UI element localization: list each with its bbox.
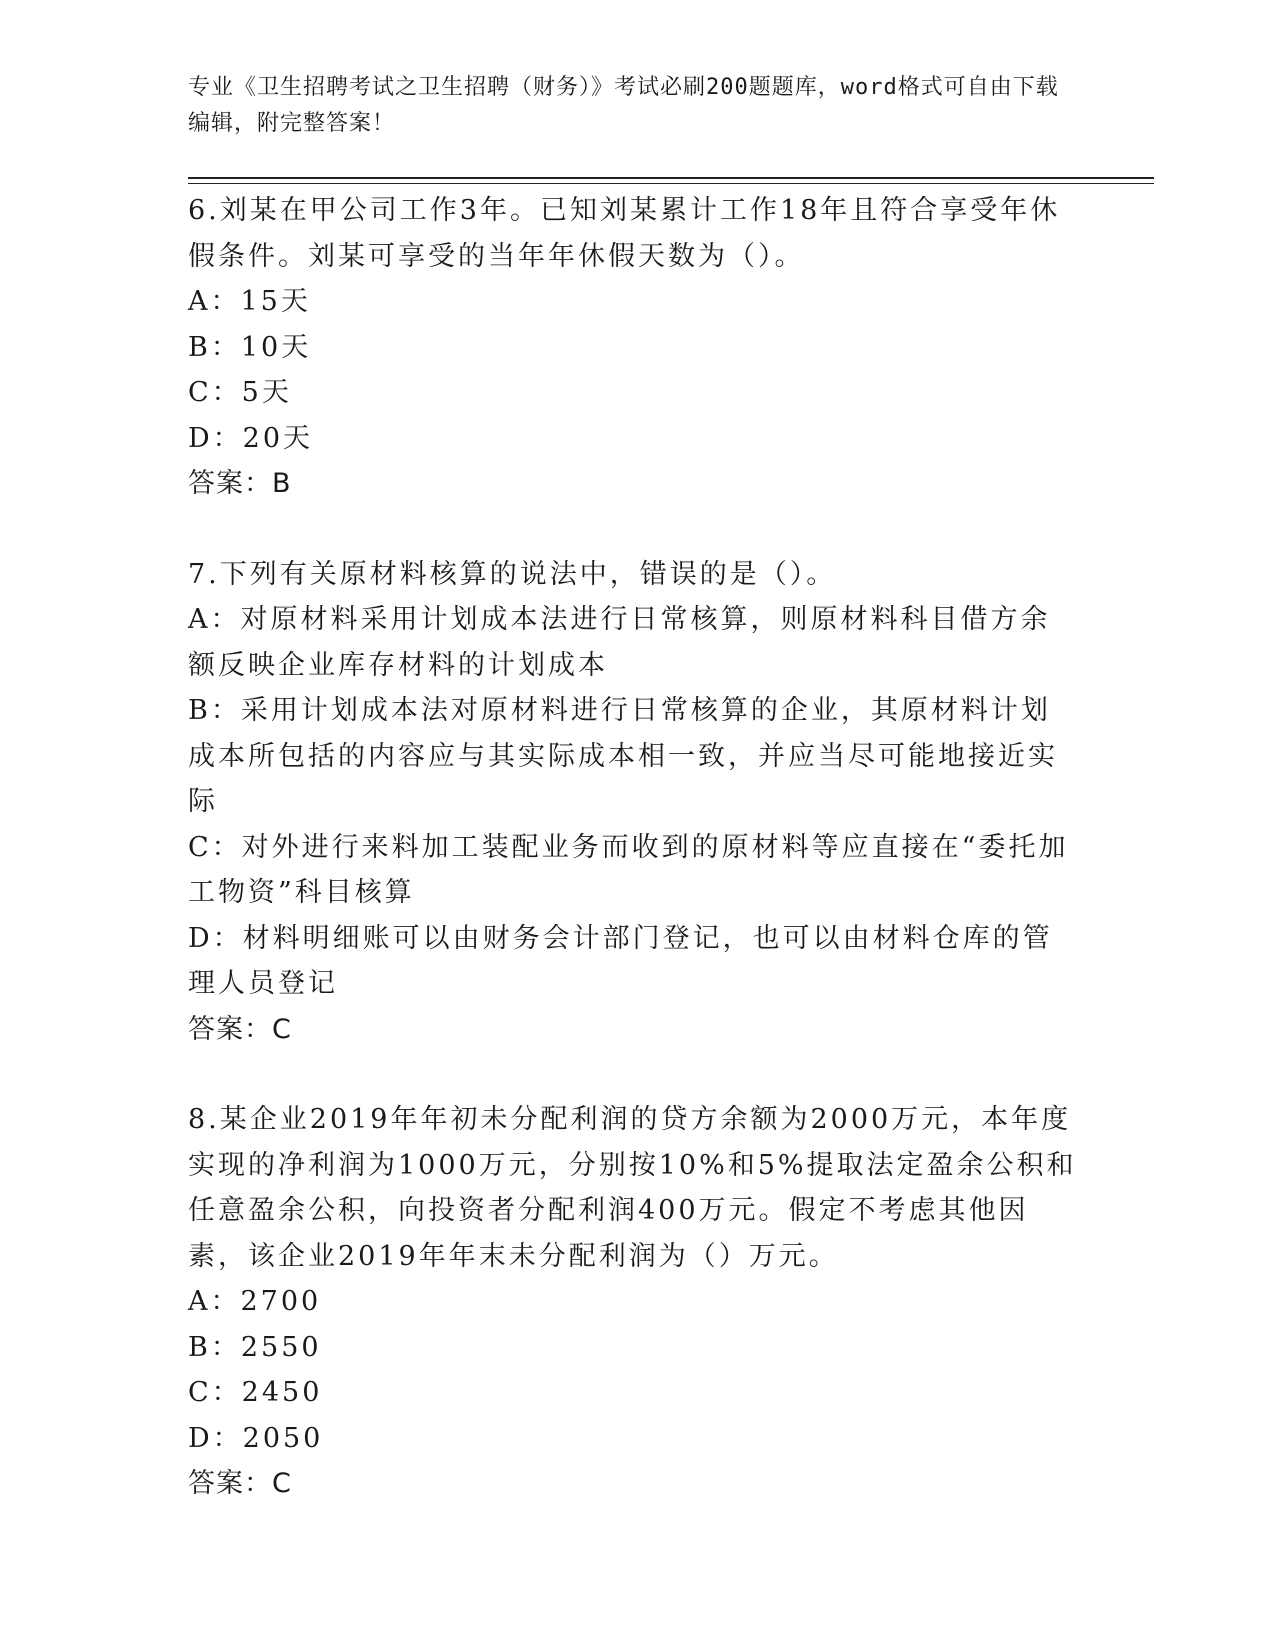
question-stem: 8.某企业2019年年初未分配利润的贷方余额为2000万元，本年度实现的净利润为1000万元，分别按10%和5%提取法定盈余公积和任意盈余公积，向投资者分配利润400万元。假定不考虑其他因素，该企业2019年年末未分配利润为（）万元。: [188, 1104, 1077, 1272]
header-divider-thin: [188, 183, 1154, 184]
document-header: 专业《卫生招聘考试之卫生招聘（财务）》考试必刷200题题库，word格式可自由下载编辑，附完整答案！: [188, 75, 1059, 136]
answer-line: 答案：C: [188, 1013, 292, 1045]
header-divider-thick: [188, 177, 1154, 179]
question-stem: 6.刘某在甲公司工作3年。已知刘某累计工作18年且符合享受年休假条件。刘某可享受的当年年休假天数为（）。: [188, 195, 1061, 272]
option-a: A：15天: [188, 286, 311, 317]
question-8: [188, 1097, 1078, 1507]
option-a: A：对原材料采用计划成本法进行日常核算，则原材料科目借方余额反映企业库存材料的计划成本: [188, 604, 1051, 681]
option-b: B：采用计划成本法对原材料进行日常核算的企业，其原材料计划成本所包括的内容应与其实际成本相一致，并应当尽可能地接近实际: [188, 695, 1058, 817]
document-page: [188, 70, 1068, 142]
option-c: C：2450: [188, 1377, 323, 1408]
question-6: [188, 188, 1078, 507]
option-c: C：5天: [188, 377, 292, 408]
question-stem: 7.下列有关原材料核算的说法中，错误的是（）。: [188, 558, 837, 590]
option-d: D：材料明细账可以由财务会计部门登记，也可以由材料仓库的管理人员登记: [188, 922, 1053, 999]
option-a: A：2700: [188, 1286, 322, 1317]
option-b: B：10天: [188, 331, 312, 363]
option-d: D：20天: [188, 422, 314, 454]
option-b: B：2550: [188, 1331, 322, 1363]
answer-line: 答案：C: [188, 1468, 292, 1499]
option-d: D：2050: [188, 1422, 324, 1454]
option-c: C：对外进行来料加工装配业务而收到的原材料等应直接在“委托加工物资”科目核算: [188, 831, 1069, 908]
question-list: [188, 188, 1078, 1552]
answer-line: 答案：B: [188, 468, 292, 499]
question-7: [188, 552, 1078, 1053]
